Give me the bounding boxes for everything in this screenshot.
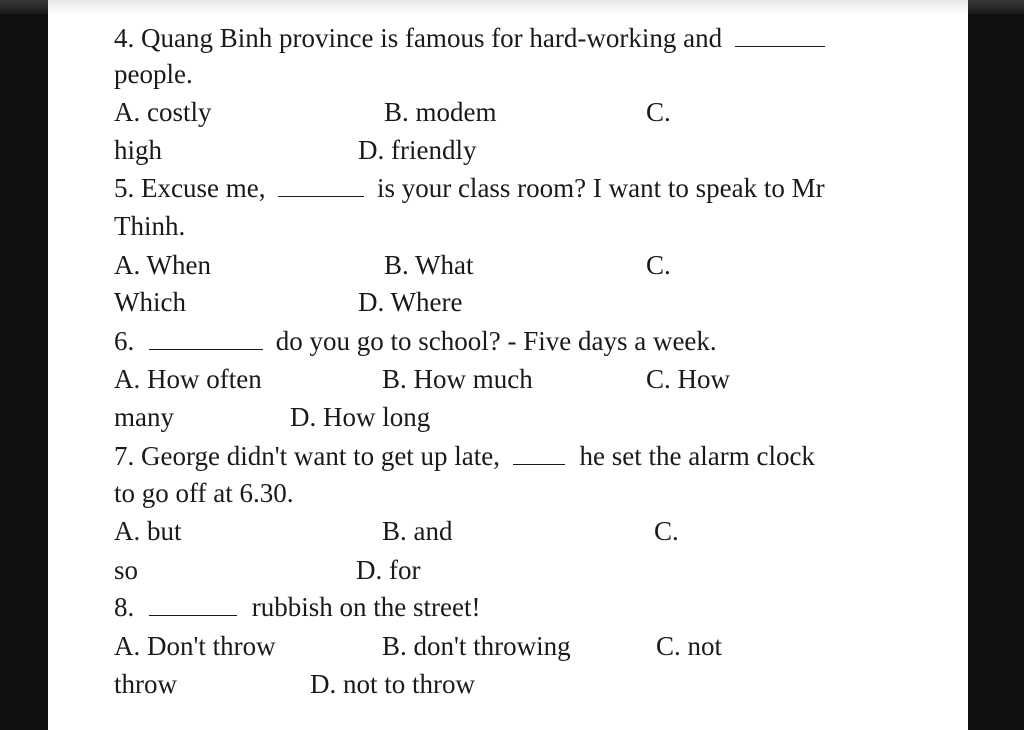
page-top-shade xyxy=(48,0,968,14)
option-c-label: C. xyxy=(646,250,671,280)
option-c-wrap: many xyxy=(114,402,174,432)
option-c-label: C. How xyxy=(646,364,731,394)
question-8-stem xyxy=(114,591,480,623)
option-b: B. modem xyxy=(384,97,497,127)
document-page xyxy=(48,0,968,730)
question-4-stem xyxy=(114,22,825,54)
option-a: A. When xyxy=(114,250,211,280)
option-c-label: C. xyxy=(654,516,679,546)
option-c-label: C. xyxy=(646,97,671,127)
answer-blank xyxy=(149,595,237,616)
option-a: A. but xyxy=(114,516,182,546)
option-c-wrap: Which xyxy=(114,287,186,317)
option-c-wrap: throw xyxy=(114,669,177,699)
question-7-stem-continued: to go off at 6.30. xyxy=(114,478,294,508)
answer-blank xyxy=(735,26,825,47)
question-7-stem xyxy=(114,440,815,472)
option-a: A. costly xyxy=(114,97,212,127)
option-a: A. Don't throw xyxy=(114,631,276,661)
question-6-stem xyxy=(114,325,717,357)
option-c-wrap: high xyxy=(114,135,163,165)
question-5-stem xyxy=(114,172,825,204)
option-c-label: C. not xyxy=(656,631,723,661)
answer-blank xyxy=(513,444,565,465)
question-6-text-after: do you go to school? - Five days a week. xyxy=(275,326,717,356)
option-c-wrap: so xyxy=(114,555,139,585)
option-d: D. not to throw xyxy=(310,669,475,699)
answer-blank xyxy=(278,176,364,197)
option-b: B. What xyxy=(384,250,474,280)
question-7-text-after: he set the alarm clock xyxy=(579,441,815,471)
question-5-text-after: is your class room? I want to speak to Mr xyxy=(376,173,825,203)
option-a: A. How often xyxy=(114,364,262,394)
question-4-stem-continued: people. xyxy=(114,59,193,89)
question-5-text-before: 5. Excuse me, xyxy=(114,173,266,203)
option-d: D. How long xyxy=(290,402,431,432)
option-b: B. How much xyxy=(382,364,533,394)
option-b: B. and xyxy=(382,516,453,546)
option-b: B. don't throwing xyxy=(382,631,571,661)
option-d: D. for xyxy=(356,555,421,585)
option-d: D. friendly xyxy=(358,135,477,165)
question-7-text-before: 7. George didn't want to get up late, xyxy=(114,441,501,471)
question-4-text: 4. Quang Binh province is famous for hard-working and xyxy=(114,23,723,53)
question-8-number: 8. xyxy=(114,592,135,622)
question-5-stem-continued: Thinh. xyxy=(114,211,186,241)
question-6-number: 6. xyxy=(114,326,135,356)
option-d: D. Where xyxy=(358,287,463,317)
answer-blank xyxy=(149,329,263,350)
question-8-text-after: rubbish on the street! xyxy=(251,592,481,622)
